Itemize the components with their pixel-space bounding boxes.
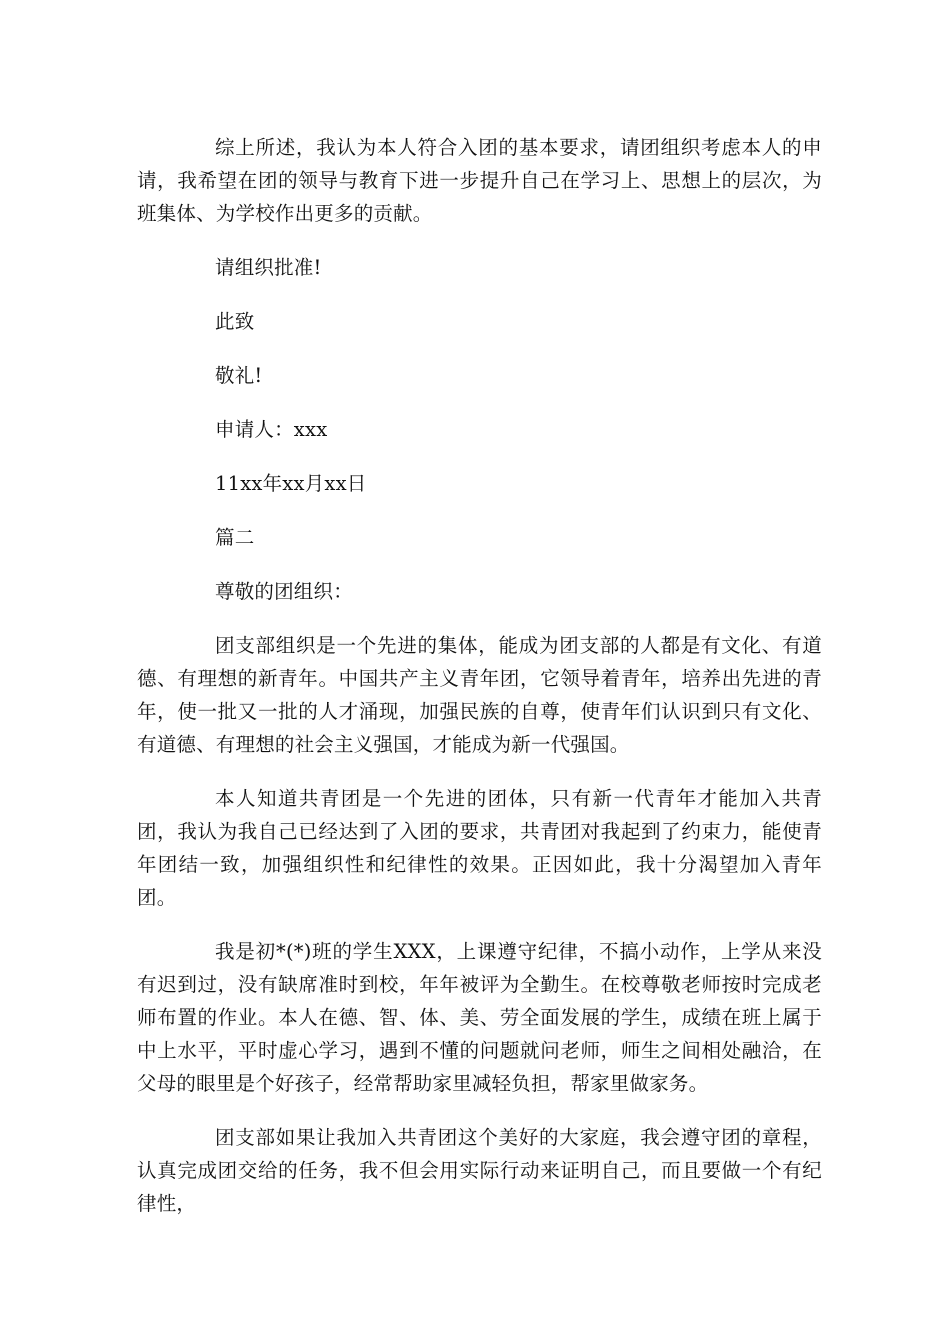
paragraph-body-1: 团支部组织是一个先进的集体，能成为团支部的人都是有文化、有道德、有理想的新青年。中国共产主义青年团，它领导着青年，培养出先进的青年，使一批又一批的人才涌现，加强民族的自尊，使青年们认识到只有文化、有道德、有理想的社会主义强国，才能成为新一代强国。 (137, 634, 822, 756)
paragraph-conclusion: 综上所述，我认为本人符合入团的基本要求，请团组织考虑本人的申请，我希望在团的领导与教育下进一步提升自己在学习上、思想上的层次，为班集体、为学校作出更多的贡献。 (137, 136, 822, 225)
section-heading: 篇二 (215, 526, 255, 549)
paragraph-applicant: 申请人：xxx (215, 418, 328, 441)
paragraph-request-approval: 请组织批准! (215, 256, 322, 279)
paragraph-body-4: 团支部如果让我加入共青团这个美好的大家庭，我会遵守团的章程，认真完成团交给的任务，我不但会用实际行动来证明自己，而且要做一个有纪律性， (137, 1126, 822, 1215)
paragraph-greeting: 尊敬的团组织： (215, 580, 353, 603)
document-page (137, 131, 822, 1241)
paragraph-regards: 敬礼! (215, 364, 263, 387)
paragraph-salutation: 此致 (215, 310, 255, 333)
paragraph-date: 11xx年xx月xx日 (215, 472, 367, 495)
paragraph-body-3: 我是初*(*)班的学生XXX，上课遵守纪律，不搞小动作，上学从来没有迟到过，没有缺席准时到校，年年被评为全勤生。在校尊敬老师按时完成老师布置的作业。本人在德、智、体、美、劳全面发展的学生，成绩在班上属于中上水平，平时虚心学习，遇到不懂的问题就问老师，师生之间相处融洽，在父母的眼里是个好孩子，经常帮助家里减轻负担，帮家里做家务。 (137, 940, 822, 1095)
paragraph-body-2: 本人知道共青团是一个先进的团体，只有新一代青年才能加入共青团，我认为我自己已经达到了入团的要求，共青团对我起到了约束力，能使青年团结一致，加强组织性和纪律性的效果。正因如此，我十分渴望加入青年团。 (137, 787, 822, 909)
